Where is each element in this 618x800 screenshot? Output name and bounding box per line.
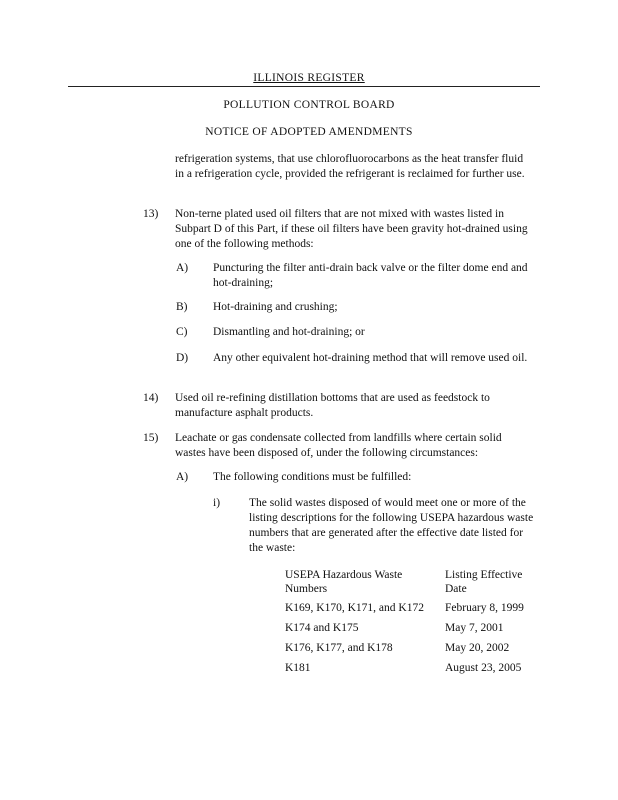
item-15-i-text: The solid wastes disposed of would meet one or more of the listing descriptions for the following USEPA hazardous waste numbers that are generated after the effective date listed for the waste: xyxy=(249,497,534,554)
item-13-c-label: C) xyxy=(176,326,188,338)
item-15-i-label: i) xyxy=(213,497,221,509)
item-13-text: Non-terne plated used oil filters that are not mixed with wastes listed in Subpart D of this Part, if these oil filters have been gravity hot-drained using one of the following methods: xyxy=(175,208,528,250)
item-13-b-text: Hot-draining and crushing; xyxy=(213,301,338,313)
item-15-a-text: The following conditions must be fulfilled: xyxy=(213,471,412,483)
table-row-1-waste: K169, K170, K171, and K172 xyxy=(285,602,424,614)
item-13-d-label: D) xyxy=(176,352,189,364)
table-header-waste: USEPA Hazardous Waste Numbers xyxy=(285,569,403,595)
table-row-2-waste: K174 and K175 xyxy=(285,622,359,634)
item-13-label: 13) xyxy=(143,208,159,220)
item-13-a-label: A) xyxy=(176,262,189,274)
item-15-text: Leachate or gas condensate collected from landfills where certain solid wastes have been disposed of, under the following circumstances: xyxy=(175,432,502,459)
item-13-b-label: B) xyxy=(176,301,188,313)
item-13-a-text: Puncturing the filter anti-drain back valve or the filter dome end and hot-draining; xyxy=(213,262,528,289)
table-row-3-waste: K176, K177, and K178 xyxy=(285,642,393,654)
item-15-a-label: A) xyxy=(176,471,189,483)
table-row-3-date: May 20, 2002 xyxy=(445,642,510,654)
header-rule-left xyxy=(68,86,90,87)
board-title: POLLUTION CONTROL BOARD xyxy=(223,99,395,111)
item-15-label: 15) xyxy=(143,432,159,444)
table-row-2-date: May 7, 2001 xyxy=(445,622,504,634)
item-14-text: Used oil re-refining distillation bottoms that are used as feedstock to manufacture asphalt products. xyxy=(175,392,490,419)
table-header-date: Listing Effective Date xyxy=(445,569,523,595)
table-row-4-date: August 23, 2005 xyxy=(445,662,522,674)
notice-title: NOTICE OF ADOPTED AMENDMENTS xyxy=(205,126,413,138)
register-title: ILLINOIS REGISTER xyxy=(253,72,365,84)
item-13-d-text: Any other equivalent hot-draining method that will remove used oil. xyxy=(213,352,528,364)
table-row-1-date: February 8, 1999 xyxy=(445,602,524,614)
continuation-paragraph: refrigeration systems, that use chlorofluorocarbons as the heat transfer fluid in a refrigeration cycle, provided the refrigerant is reclaimed for further use. xyxy=(175,153,525,180)
table-row-4-waste: K181 xyxy=(285,662,311,674)
header-rule-right xyxy=(90,86,540,87)
item-14-label: 14) xyxy=(143,392,159,404)
item-13-c-text: Dismantling and hot-draining; or xyxy=(213,326,365,338)
